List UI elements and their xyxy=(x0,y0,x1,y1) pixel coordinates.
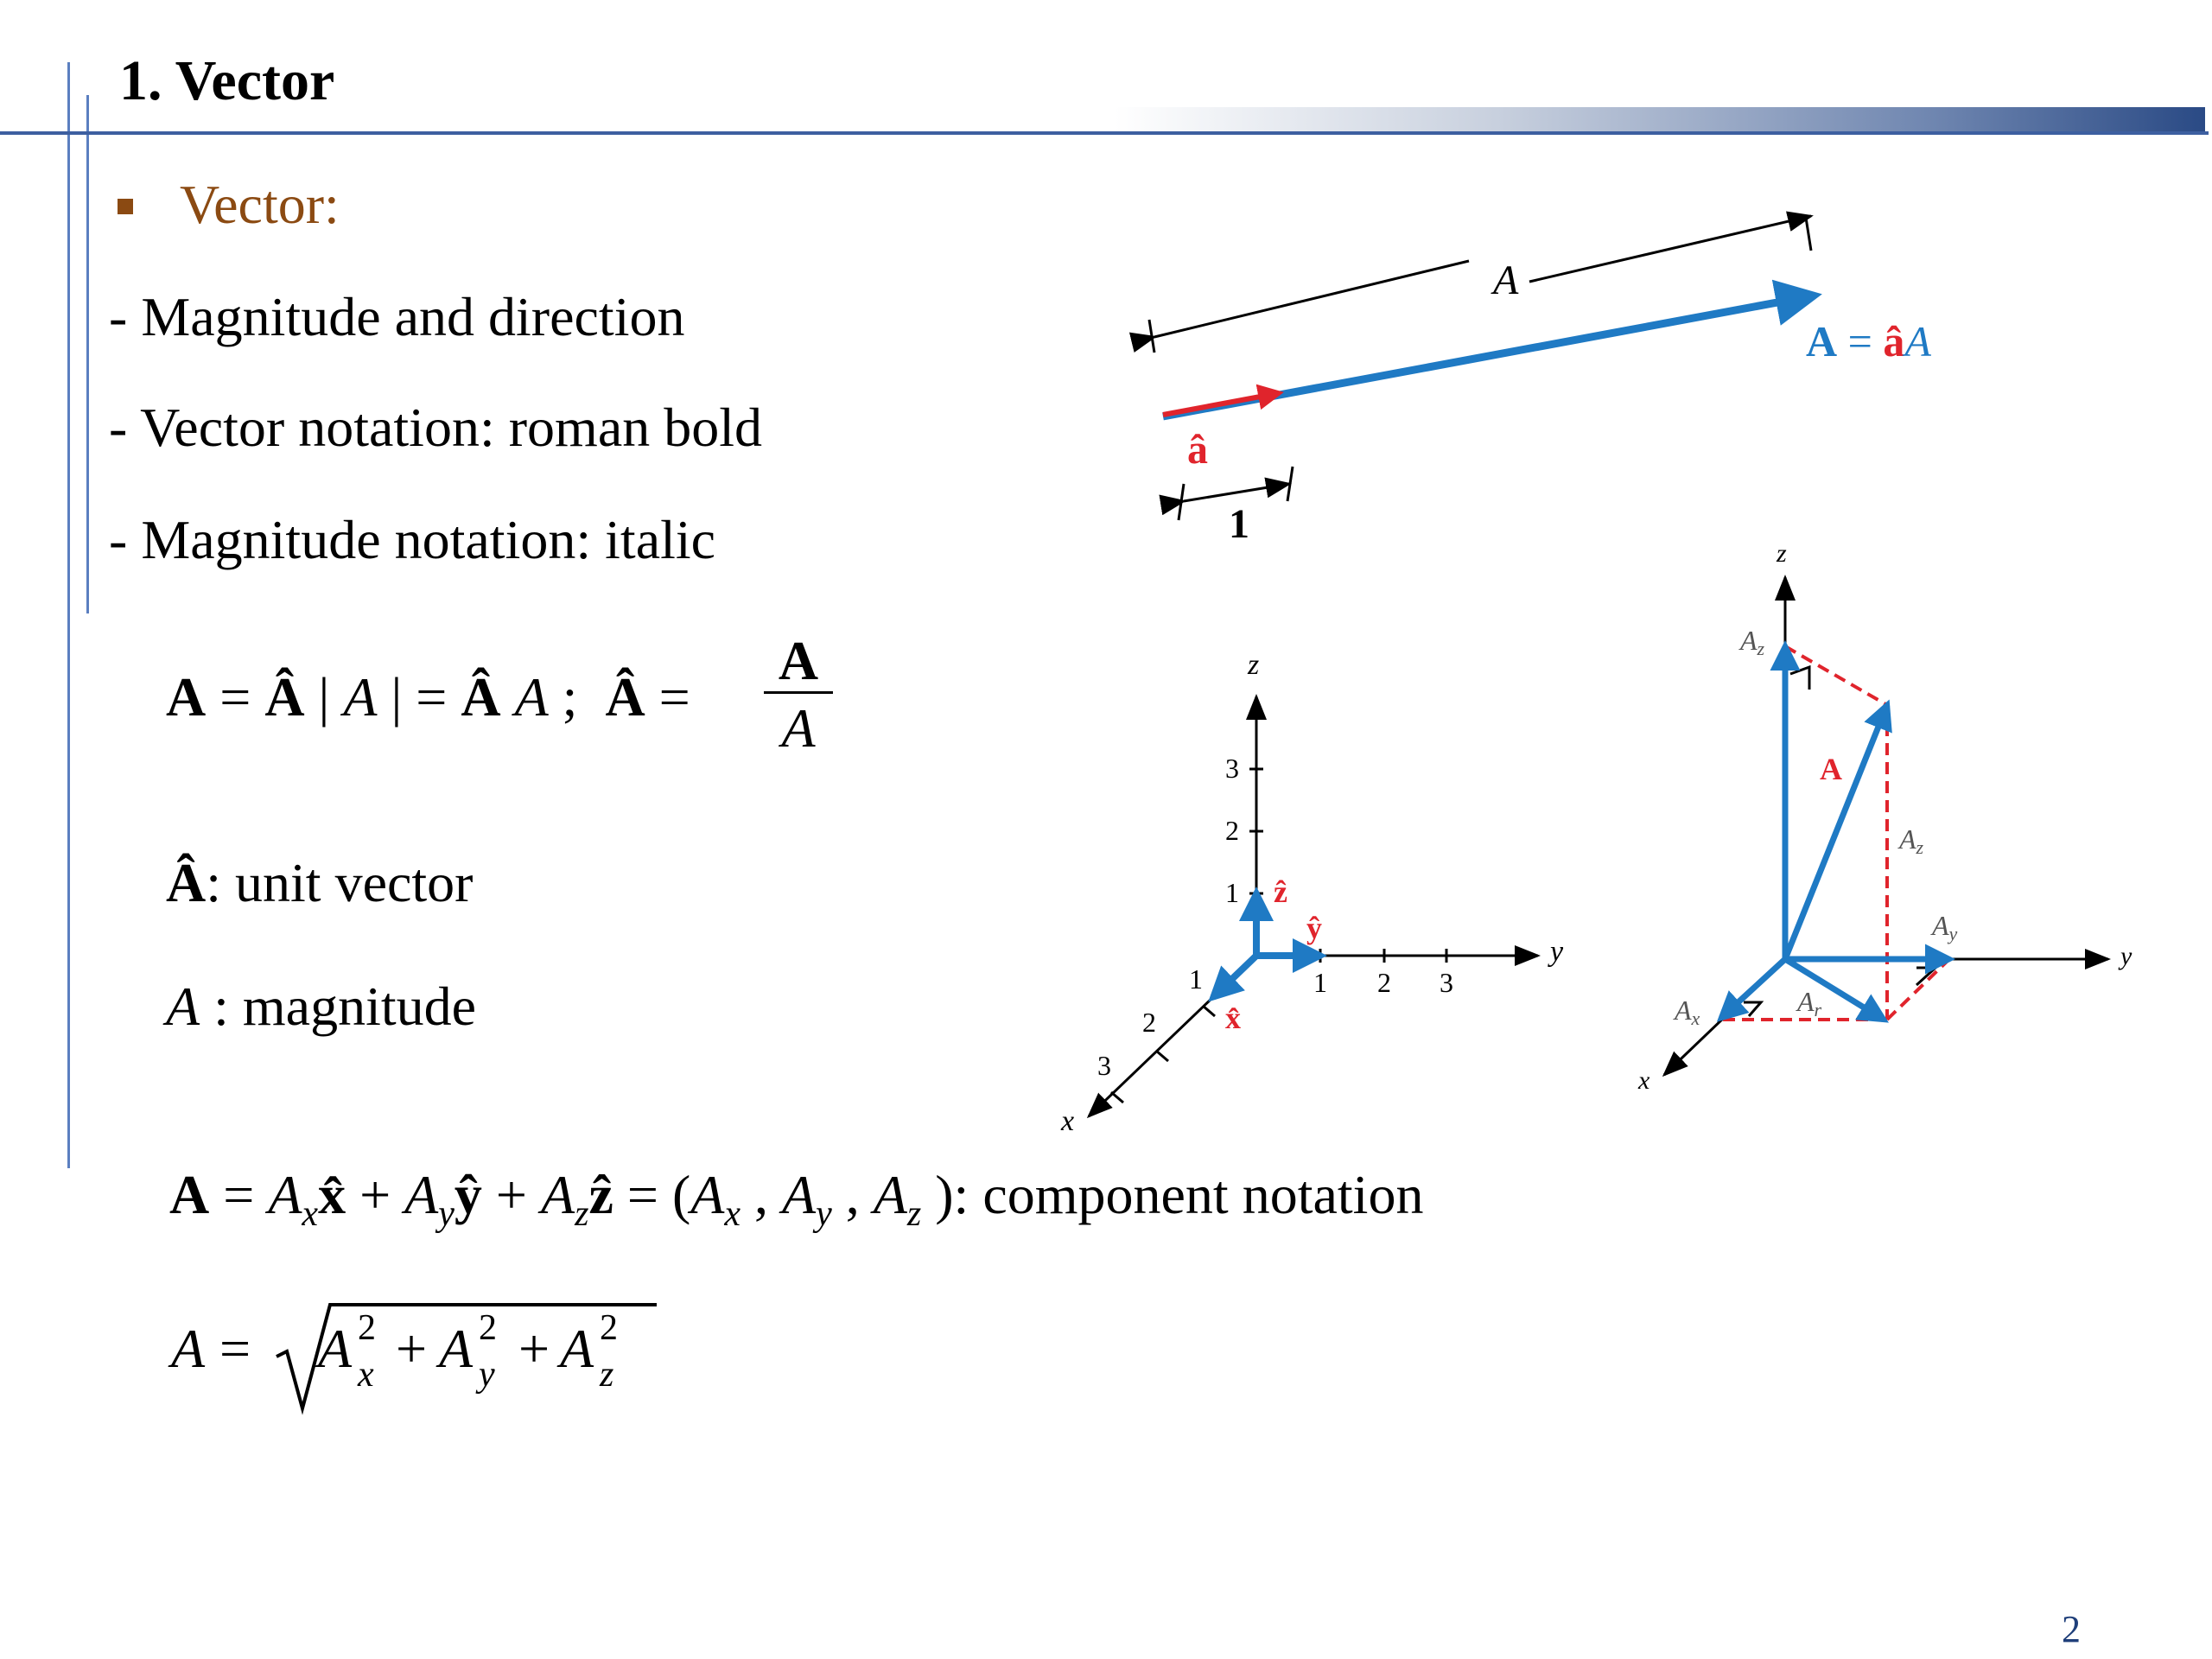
svg-text:x: x xyxy=(1638,1066,1650,1095)
left-vertical-rule-2 xyxy=(86,95,89,613)
svg-text:2: 2 xyxy=(358,1308,376,1348)
svg-text:1: 1 xyxy=(1313,967,1327,998)
vector-equation-label: A = âA xyxy=(1806,317,1931,365)
svg-text:+: + xyxy=(518,1318,550,1379)
figure-vector-components xyxy=(1624,536,2143,1115)
svg-text:ŷ: ŷ xyxy=(1306,911,1322,945)
svg-text:Az: Az xyxy=(1740,625,1765,659)
text-line-magnitude-direction: - Magnitude and direction xyxy=(109,286,685,347)
svg-text:A: A xyxy=(1820,752,1842,786)
svg-text:2: 2 xyxy=(479,1308,497,1348)
unit-vector-arrow xyxy=(1163,393,1279,415)
magnitude-legend: A : magnitude xyxy=(166,976,477,1037)
bullet-heading: Vector: xyxy=(180,174,340,235)
equation-unit-vector-definition: A = Â | A | = Â A ; Â = xyxy=(166,666,690,728)
svg-text:2: 2 xyxy=(600,1308,618,1348)
svg-text:A: A xyxy=(560,1318,594,1379)
svg-text:A: A xyxy=(439,1318,474,1379)
figure-unit-vector xyxy=(1123,199,1987,562)
bullet-marker-icon xyxy=(118,199,133,214)
title-underline xyxy=(0,131,2209,135)
svg-text:2: 2 xyxy=(1225,815,1239,846)
svg-text:1: 1 xyxy=(1225,877,1239,908)
svg-text:=: = xyxy=(219,1318,251,1379)
svg-text:A: A xyxy=(318,1318,353,1379)
text-line-vector-notation: - Vector notation: roman bold xyxy=(109,397,762,458)
svg-text:z: z xyxy=(1777,539,1787,568)
svg-text:2: 2 xyxy=(1377,967,1391,998)
svg-text:A: A xyxy=(171,1318,206,1379)
svg-text:x: x xyxy=(1061,1105,1075,1137)
svg-text:y: y xyxy=(479,1355,495,1395)
figure-cartesian-axes xyxy=(1037,639,1590,1141)
svg-text:3: 3 xyxy=(1225,753,1239,784)
svg-text:x: x xyxy=(358,1355,374,1395)
svg-text:y: y xyxy=(1550,936,1564,968)
svg-text:Ay: Ay xyxy=(1932,910,1958,944)
length-label: A xyxy=(1493,257,1519,303)
svg-text:+: + xyxy=(396,1318,428,1379)
unit-vector-legend: Â: unit vector xyxy=(166,852,474,913)
svg-text:1: 1 xyxy=(1189,963,1203,995)
svg-text:ẑ: ẑ xyxy=(1274,874,1287,909)
equation-magnitude-formula xyxy=(164,1287,683,1417)
unit-vector-label: â xyxy=(1187,427,1208,473)
svg-text:z: z xyxy=(1248,649,1260,681)
equation-fraction: A A xyxy=(764,631,833,763)
equation-component-notation: $A = A_xx̂$ + $A_yŷ$ + $A_zẑ = (A_x$ , $A_y$ , $A_z$ ): component notation xyxy=(169,1164,1424,1234)
svg-text:z: z xyxy=(600,1355,614,1395)
svg-text:Ax: Ax xyxy=(1675,995,1700,1029)
svg-text:x̂: x̂ xyxy=(1225,1001,1241,1035)
svg-text:Az: Az xyxy=(1899,823,1924,858)
slide-title: 1. Vector xyxy=(119,49,335,112)
page-number: 2 xyxy=(2062,1608,2081,1650)
component-notation-label: : component notation xyxy=(953,1164,1424,1225)
svg-text:3: 3 xyxy=(1097,1050,1111,1081)
length-dimension-left xyxy=(1154,261,1469,337)
svg-text:3: 3 xyxy=(1440,967,1453,998)
left-vertical-rule-1 xyxy=(67,62,70,1168)
svg-text:2: 2 xyxy=(1142,1007,1156,1038)
svg-text:Ar: Ar xyxy=(1797,986,1822,1020)
text-line-magnitude-notation: - Magnitude notation: italic xyxy=(109,509,716,570)
unit-length-label: 1 xyxy=(1229,501,1249,547)
length-dimension-right xyxy=(1529,216,1811,282)
svg-text:y: y xyxy=(2120,942,2133,970)
